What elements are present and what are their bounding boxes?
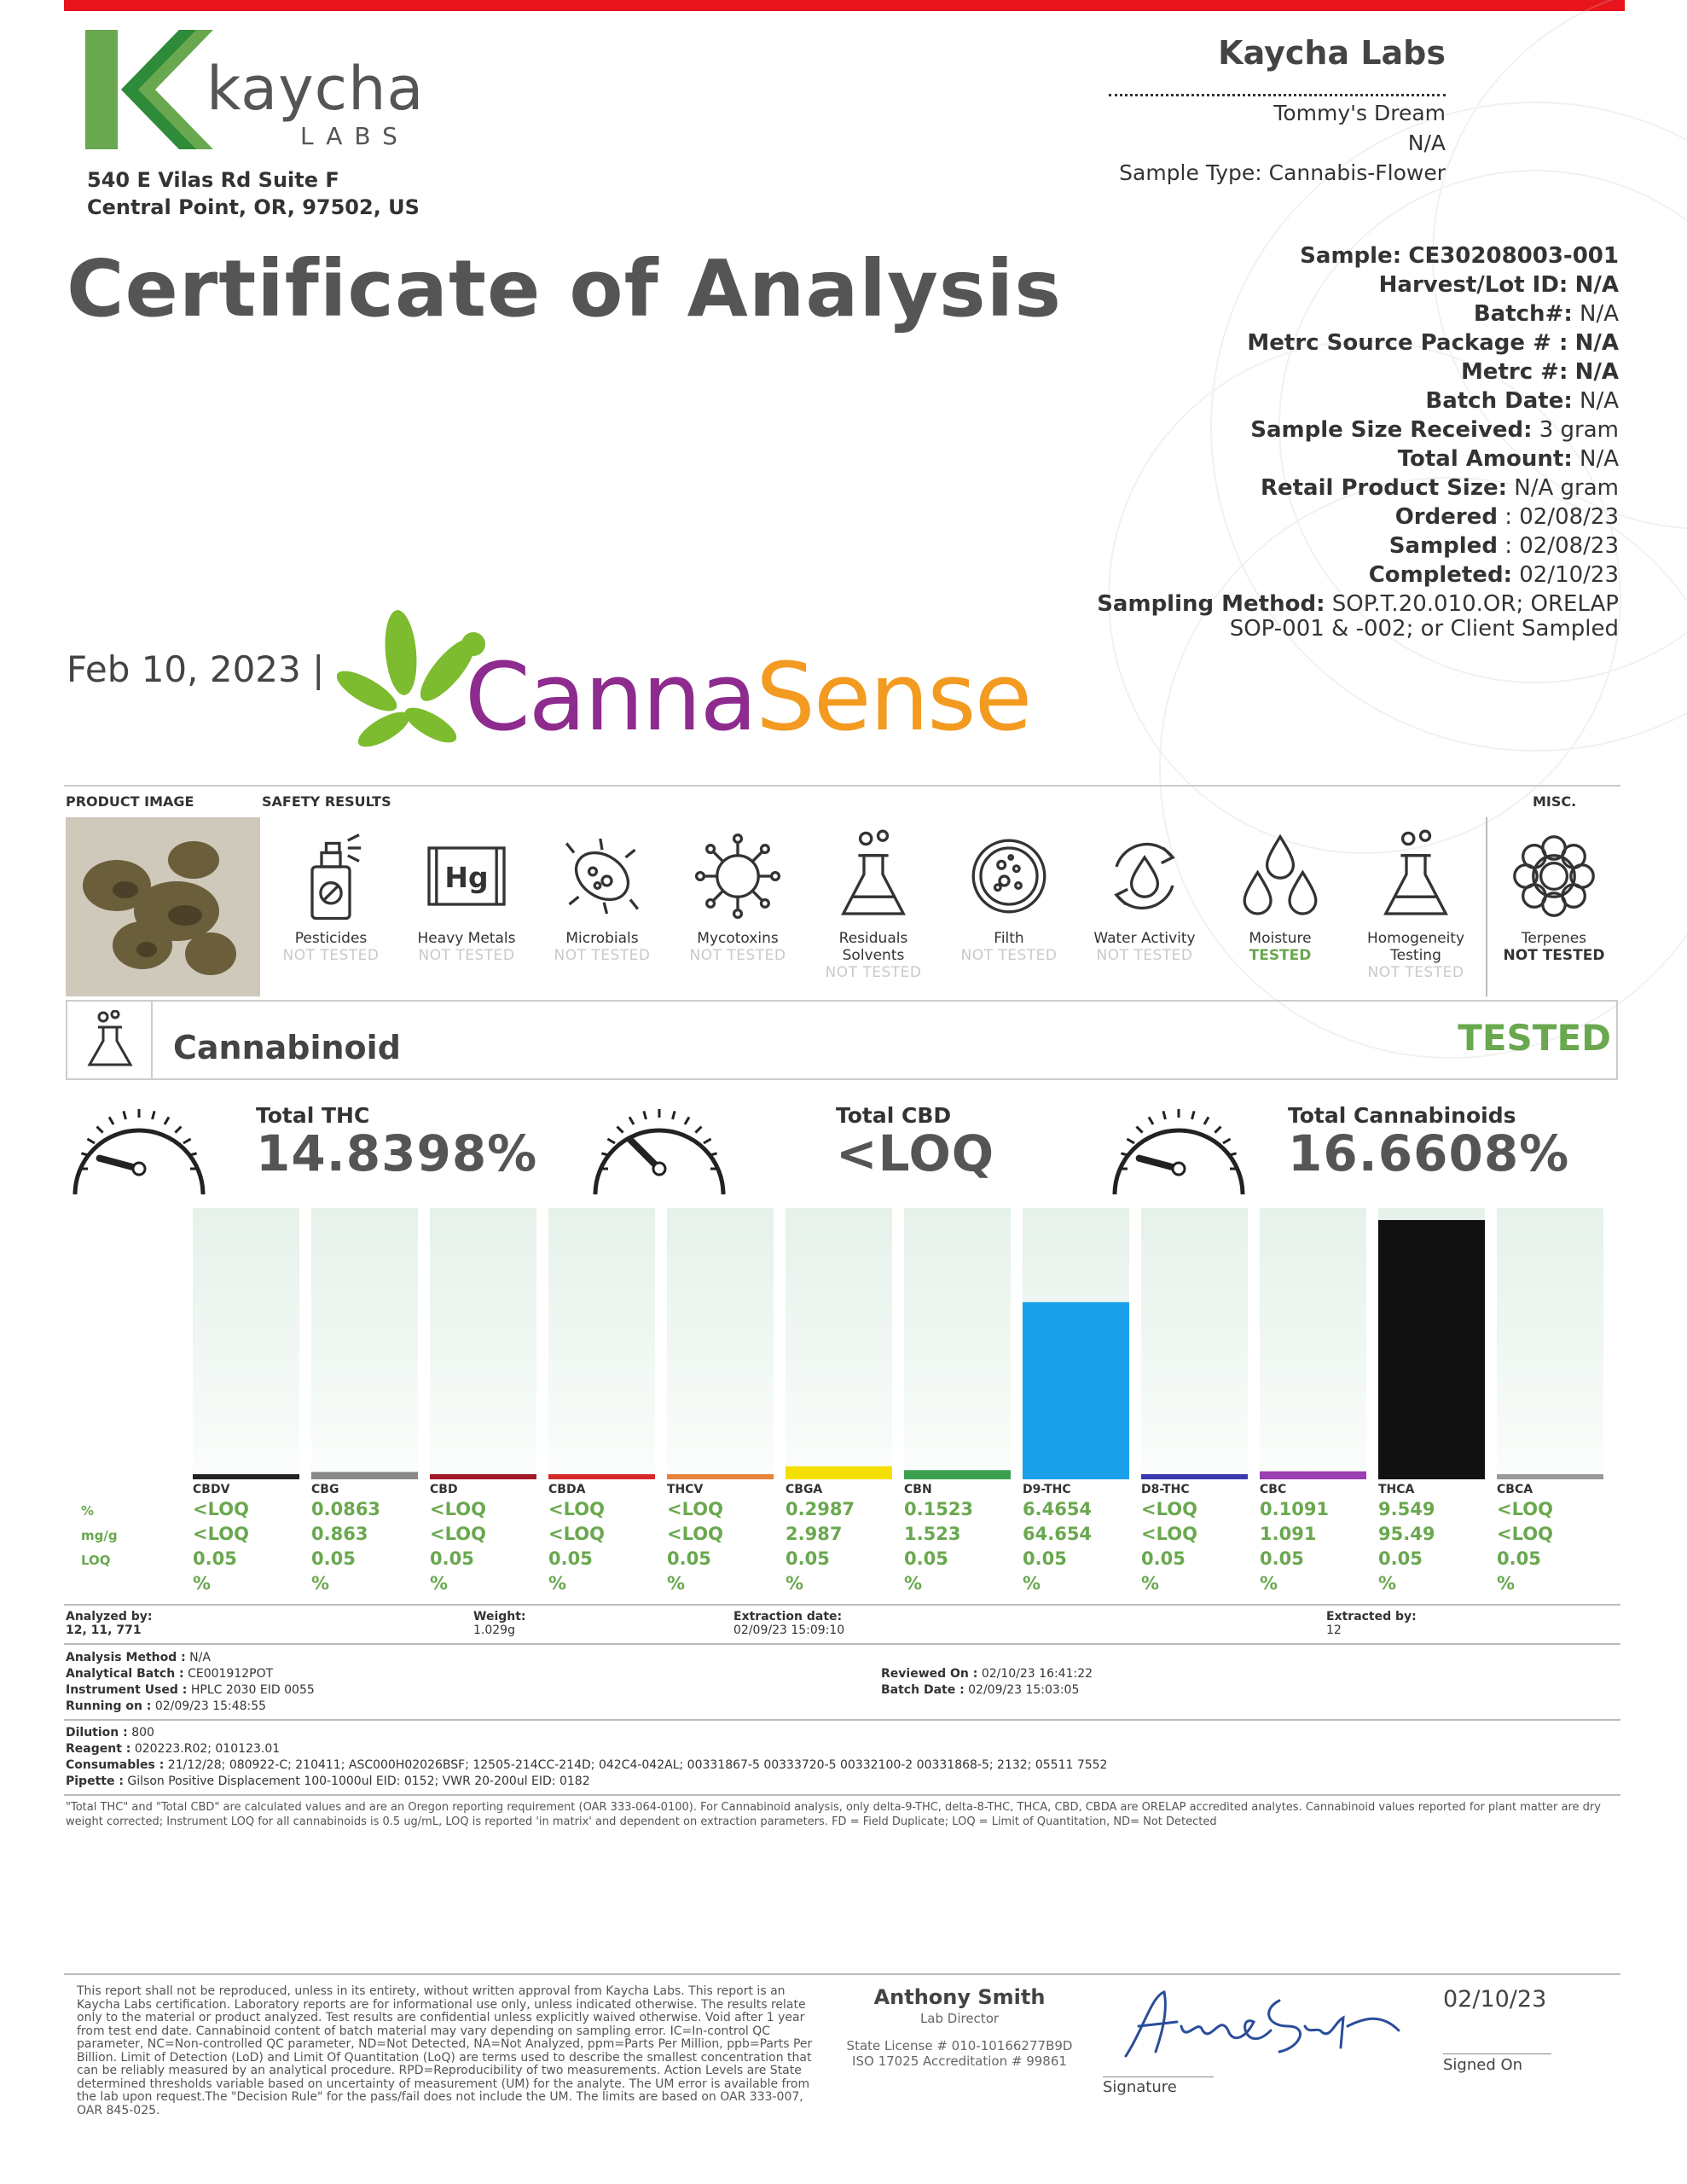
bar-baseline: [904, 1474, 1011, 1479]
sample-info-row: [1022, 561, 1619, 590]
pct-value: <LOQ: [1497, 1499, 1553, 1519]
mg-value: 1.523: [904, 1524, 961, 1544]
bar-baseline: [430, 1474, 536, 1479]
mg-value: 2.987: [786, 1524, 843, 1544]
product-strain: N/A: [1407, 131, 1446, 155]
pct-value: 6.4654: [1023, 1499, 1093, 1519]
bar-background: [667, 1208, 774, 1474]
loq-unit: %: [904, 1573, 923, 1594]
gauge-icon: [1106, 1101, 1251, 1199]
bar-background: [193, 1208, 299, 1474]
svg-text:Hg: Hg: [444, 861, 489, 895]
safety-item-residuals-solvents: [809, 819, 937, 990]
batch-label: Analytical Batch :: [66, 1667, 184, 1681]
category-label: CBDV: [193, 1483, 230, 1496]
safety-label-2: Testing: [1390, 947, 1441, 964]
bar-d9-thc: [1023, 1302, 1129, 1474]
consumables-value: 21/12/28; 080922-C; 210411; ASC000H02026BSF; 12505-214CC-214D; 042C4-042AL; 00331867-5 00333720-5 00332100-2 00331868-5; 2132; 05511 7552: [167, 1758, 1108, 1772]
safety-item-pesticides: [267, 819, 395, 990]
sample-info-label: Batch Date:: [1425, 388, 1573, 414]
sample-info-value: N/A: [1580, 388, 1619, 414]
sample-info-label: Retail Product Size:: [1260, 475, 1508, 501]
pipette: [66, 1774, 1618, 1790]
mg-value: 1.091: [1260, 1524, 1317, 1544]
mg-value: 0.863: [311, 1524, 368, 1544]
sample-info-row: [1022, 357, 1619, 386]
sample-info-label: Batch#:: [1473, 301, 1573, 327]
sample-info-label: Sampled: [1388, 533, 1498, 559]
loq-value: 0.05: [904, 1548, 948, 1569]
pct-value: <LOQ: [1141, 1499, 1197, 1519]
bar-cbga: [786, 1467, 892, 1474]
loq-value: 0.05: [1141, 1548, 1186, 1569]
product-block: [1119, 98, 1446, 188]
safety-label: Water Activity: [1093, 930, 1196, 947]
category-label: D8-THC: [1141, 1483, 1190, 1496]
sample-info-value: N/A: [1580, 446, 1619, 472]
cannasense-part2: Sense: [756, 642, 1031, 752]
extraction-date-value: 02/09/23 15:09:10: [733, 1623, 845, 1637]
reagent: [66, 1741, 1618, 1757]
sample-info-label: Metrc #:: [1460, 359, 1568, 385]
loq-unit: %: [1023, 1573, 1041, 1594]
bar-baseline: [193, 1474, 299, 1479]
safety-item-water-activity: [1081, 819, 1209, 990]
loq-value: 0.05: [193, 1548, 237, 1569]
batch-date-value: 02/09/23 15:03:05: [968, 1683, 1080, 1697]
extraction-date-label: Extraction date:: [733, 1610, 843, 1623]
bar-background: [1260, 1208, 1366, 1474]
instrument-label: Instrument Used :: [66, 1683, 188, 1697]
signed-on-label: Signed On: [1443, 2056, 1523, 2074]
sample-info-row: [1022, 444, 1619, 473]
analyzed-by-value: 12, 11, 771: [66, 1623, 142, 1637]
signer-name: Anthony Smith: [873, 1985, 1046, 2009]
extracted-by: [1326, 1610, 1417, 1637]
safety-label: Heavy Metals: [417, 930, 516, 947]
virus-icon: [691, 829, 785, 923]
sample-info-row: [1022, 502, 1619, 531]
bar-baseline: [1260, 1474, 1366, 1479]
reviewed-label: Reviewed On :: [881, 1667, 978, 1681]
safety-label: Mycotoxins: [697, 930, 779, 947]
cannabinoid-status: TESTED: [1458, 1017, 1611, 1059]
flower-terpene-icon: [1507, 829, 1601, 923]
sample-info-value: N/A gram: [1514, 475, 1619, 501]
pipette-label: Pipette :: [66, 1774, 124, 1788]
bar-baseline: [1497, 1474, 1603, 1479]
sample-info-row: [1022, 328, 1619, 357]
safety-item-homogeneity: [1352, 819, 1480, 990]
safety-status: NOT TESTED: [689, 947, 786, 964]
loq-unit: %: [1260, 1573, 1278, 1594]
cannasense-wordmark: [465, 642, 1030, 752]
address-line-1: 540 E Vilas Rd Suite F: [87, 168, 339, 192]
water-drop-cycle-icon: [1098, 829, 1191, 923]
loq-unit: %: [786, 1573, 804, 1594]
sample-info-row: [1022, 415, 1619, 444]
extracted-by-value: 12: [1326, 1623, 1342, 1637]
loq-unit: %: [1497, 1573, 1516, 1594]
sample-type: Sample Type: Cannabis-Flower: [1119, 160, 1446, 185]
pct-value: 0.2987: [786, 1499, 855, 1519]
safety-label: Microbials: [565, 930, 639, 947]
loq-unit: %: [548, 1573, 567, 1594]
pipette-value: Gilson Positive Displacement 100-1000ul EID: 0152; VWR 20-200ul EID: 0182: [127, 1774, 590, 1788]
gauge-icon: [67, 1101, 212, 1199]
flask-icon: [826, 829, 920, 923]
total-label: Total CBD: [836, 1103, 952, 1128]
reagents-block: [66, 1725, 1618, 1790]
loq-unit: %: [311, 1573, 330, 1594]
sample-info-value: N/A: [1574, 330, 1619, 356]
sample-info-row: [1022, 299, 1619, 328]
loq-unit: %: [193, 1573, 212, 1594]
loq-value: 0.05: [311, 1548, 356, 1569]
safety-status: NOT TESTED: [1096, 947, 1193, 964]
instrument-value: HPLC 2030 EID 0055: [190, 1683, 315, 1697]
batch-date: [881, 1682, 1093, 1699]
flask-icon: [86, 1010, 134, 1070]
iso-accreditation: ISO 17025 Accreditation # 99861: [852, 2053, 1067, 2069]
safety-status: NOT TESTED: [554, 947, 651, 964]
loq-unit: %: [1141, 1573, 1160, 1594]
weight-label: Weight:: [473, 1610, 526, 1623]
bar-cbg: [311, 1472, 418, 1474]
sample-info-value: N/A: [1580, 301, 1619, 327]
safety-status: NOT TESTED: [282, 947, 380, 964]
kaycha-k-mark-icon: [85, 30, 213, 149]
pct-value: 0.0863: [311, 1499, 381, 1519]
page-title: Certificate of Analysis: [67, 243, 1062, 334]
total-value: <LOQ: [836, 1124, 995, 1182]
sample-info-row: [1022, 531, 1619, 561]
category-label: D9-THC: [1023, 1483, 1071, 1496]
pct-value: <LOQ: [430, 1499, 486, 1519]
bar-baseline: [667, 1474, 774, 1479]
loq-unit: %: [430, 1573, 449, 1594]
divider-1: [64, 1604, 1620, 1606]
bar-background: [311, 1208, 418, 1474]
dilution-value: 800: [131, 1726, 154, 1740]
sample-info-row: [1022, 590, 1619, 619]
cannabinoid-title: Cannabinoid: [173, 1029, 401, 1066]
sample-info-label: Metrc Source Package # :: [1247, 330, 1568, 356]
loq-value: 0.05: [1497, 1548, 1541, 1569]
dotted-divider: [1109, 94, 1446, 96]
lab-address: [87, 166, 420, 221]
bar-baseline: [786, 1474, 892, 1479]
safety-label: Pesticides: [294, 930, 368, 947]
mg-value: <LOQ: [667, 1524, 723, 1544]
mg-value: <LOQ: [548, 1524, 605, 1544]
analytical-batch: [66, 1666, 315, 1682]
divider-4: [64, 1794, 1620, 1796]
category-label: CBC: [1260, 1483, 1287, 1496]
misc-label: MISC.: [1533, 793, 1577, 810]
sample-info-value: : 02/08/23: [1504, 533, 1619, 559]
analyzed-by-label: Analyzed by:: [66, 1610, 153, 1623]
mg-value: <LOQ: [193, 1524, 249, 1544]
microbe-icon: [555, 829, 649, 923]
sample-info-row: [1022, 386, 1619, 415]
sample-info-value: 3 gram: [1539, 417, 1619, 443]
bar-thca: [1378, 1220, 1485, 1474]
total-value: 14.8398%: [256, 1124, 538, 1182]
sample-info-label: Total Amount:: [1397, 446, 1573, 472]
loq-value: 0.05: [430, 1548, 474, 1569]
mg-value: <LOQ: [430, 1524, 486, 1544]
row-label-pct: %: [81, 1503, 95, 1519]
consumables: [66, 1757, 1618, 1774]
analyzed-by: [66, 1610, 152, 1637]
sample-info-label: Sample Size Received:: [1250, 417, 1533, 443]
signed-date: 02/10/23: [1443, 1986, 1547, 2013]
mg-value: <LOQ: [1497, 1524, 1553, 1544]
category-label: THCA: [1378, 1483, 1415, 1496]
weight: [473, 1610, 526, 1637]
reagent-value: 020223.R02; 010123.01: [134, 1742, 281, 1756]
signature-image: [1117, 1979, 1407, 2073]
sample-info-value: CE30208003-001: [1408, 243, 1619, 269]
gauge-icon: [587, 1101, 732, 1199]
bar-baseline: [311, 1474, 418, 1479]
category-label: CBDA: [548, 1483, 586, 1496]
bar-baseline: [1023, 1474, 1129, 1479]
sample-info-row: [1022, 473, 1619, 502]
batch-value: CE001912POT: [188, 1667, 274, 1681]
sample-info-label: Sample:: [1300, 243, 1402, 269]
pct-value: 0.1091: [1260, 1499, 1330, 1519]
pct-value: <LOQ: [667, 1499, 723, 1519]
product-name: Tommy's Dream: [1273, 101, 1446, 125]
dilution: [66, 1725, 1618, 1741]
instrument: [66, 1682, 315, 1699]
running-on: [66, 1699, 315, 1715]
method-block: [66, 1650, 315, 1715]
mg-value: 95.49: [1378, 1524, 1435, 1544]
signer-title: Lab Director: [919, 2011, 1000, 2026]
kaycha-logo-word: kaycha: [206, 54, 425, 124]
terpenes-label: Terpenes: [1521, 930, 1587, 947]
pct-value: 0.1523: [904, 1499, 974, 1519]
safety-item-filth: [945, 819, 1073, 990]
petri-dish-icon: [962, 829, 1056, 923]
total-label: Total THC: [256, 1103, 370, 1128]
running-label: Running on :: [66, 1699, 152, 1713]
mg-value: <LOQ: [1141, 1524, 1197, 1544]
bar-background: [786, 1208, 892, 1474]
safety-status: NOT TESTED: [825, 964, 922, 981]
safety-label: Moisture: [1249, 930, 1312, 947]
sample-info-value: : 02/08/23: [1504, 504, 1619, 530]
loq-unit: %: [1378, 1573, 1397, 1594]
weight-value: 1.029g: [473, 1623, 515, 1637]
consumables-label: Consumables :: [66, 1758, 165, 1772]
pct-value: <LOQ: [548, 1499, 605, 1519]
sample-info-value: 02/10/23: [1519, 562, 1619, 588]
cannabinoid-bar-chart: [0, 1194, 1687, 1484]
bar-cbn: [904, 1470, 1011, 1474]
misc-divider: [1486, 817, 1487, 996]
product-photo-placeholder: [66, 817, 260, 996]
terpenes-status: NOT TESTED: [1503, 947, 1605, 964]
signature-label: Signature: [1103, 2078, 1177, 2096]
safety-label: Filth: [994, 930, 1024, 947]
loq-value: 0.05: [1023, 1548, 1067, 1569]
footnote: "Total THC" and "Total CBD" are calculated values and are an Oregon reporting requirement (OAR 333-064-0100). For Cannabinoid analysis, only delta-9-THC, delta-8-THC, THCA, CBD, CBDA are ORELAP accredited analytes. Cannabinoid values reported for plant matter are dry weight corrected; Instrument LOQ for all cannabinoids is 0.5 ug/mL, LOQ is reported 'in matrix' and dependent on extraction parameters. FD = Field Duplicate; LOQ = Limit of Quantitation, ND= Not Detected: [66, 1801, 1601, 1828]
reagent-label: Reagent :: [66, 1742, 131, 1756]
address-line-2: Central Point, OR, 97502, US: [87, 195, 420, 219]
misc-terpenes: [1490, 819, 1618, 990]
footer-divider: [64, 1973, 1620, 1975]
running-value: 02/09/23 15:48:55: [154, 1699, 267, 1713]
method-value: N/A: [189, 1651, 211, 1664]
loq-value: 0.05: [786, 1548, 830, 1569]
safety-item-microbials: [538, 819, 666, 990]
sample-info-label: Sampling Method:: [1097, 591, 1325, 617]
safety-item-mycotoxins: [674, 819, 802, 990]
safety-status: NOT TESTED: [960, 947, 1058, 964]
sample-info-value: N/A: [1574, 272, 1619, 298]
bar-cbc: [1260, 1472, 1366, 1474]
sampling-method-line2: SOP-001 & -002; or Client Sampled: [1229, 616, 1619, 642]
bar-background: [904, 1208, 1011, 1474]
pesticide-spray-icon: [284, 829, 378, 923]
section-divider: [64, 785, 1620, 787]
sample-info-value: SOP.T.20.010.OR; ORELAP: [1331, 591, 1619, 617]
sample-info-row: [1022, 270, 1619, 299]
sample-info-value: N/A: [1574, 359, 1619, 385]
kaycha-logo: [85, 30, 443, 158]
bar-baseline: [1141, 1474, 1248, 1479]
lab-name: Kaycha Labs: [1218, 34, 1446, 72]
disclaimer: This report shall not be reproduced, unless in its entirety, without written approval from Kaycha Labs. This report is an Kaycha Labs certification. Laboratory reports are for informational use only, unless indicated otherwise. The results relate only to the material or product analyzed. Test results are confidential unless explicitly waived otherwise. Void after 1 year from test end date. Cannabinoid content of batch material may vary depending on sampling error. IC=In-control QC parameter, NC=Non-controlled QC parameter, ND=Not Detected, NA=Not Analyzed, ppm=Parts Per Million, ppb=Parts Per Billion. Limit of Detection (LoD) and Limit Of Quantitation (LoQ) are terms used to describe the smallest concentration that can be reliably measured by an analytical procedure. RPD=Reproducibility of two measurements. Action Levels are State determined thresholds variable based on uncertainty of measurement (UM) for the analyte. The UM error is available from the lab upon request.The "Decision Rule" for the pass/fail does not include the UM. The limits are based on OAR 333-007, OAR 845-025.: [77, 1984, 813, 2117]
extracted-by-label: Extracted by:: [1326, 1610, 1417, 1623]
client-logo: [337, 610, 1087, 755]
safety-item-moisture: [1216, 819, 1344, 990]
safety-label: Residuals Solvents: [838, 930, 908, 964]
loq-value: 0.05: [1260, 1548, 1304, 1569]
sample-info-label: Completed:: [1368, 562, 1512, 588]
droplets-icon: [1233, 829, 1327, 923]
safety-results-label: SAFETY RESULTS: [262, 793, 391, 810]
total-label: Total Cannabinoids: [1288, 1103, 1516, 1128]
safety-item-heavy-metals: [403, 819, 530, 990]
report-date: Feb 10, 2023 |: [67, 648, 325, 690]
safety-status: NOT TESTED: [1367, 964, 1464, 981]
divider-3: [64, 1719, 1620, 1721]
kaycha-logo-sub: LABS: [300, 122, 409, 150]
mg-value: 64.654: [1023, 1524, 1093, 1544]
bar-background: [548, 1208, 655, 1474]
product-image-label: PRODUCT IMAGE: [66, 793, 194, 810]
loq-value: 0.05: [1378, 1548, 1423, 1569]
total-value: 16.6608%: [1288, 1124, 1570, 1182]
method-label: Analysis Method :: [66, 1651, 186, 1664]
product-image: [66, 817, 260, 996]
category-label: CBGA: [786, 1483, 823, 1496]
batch-date-label: Batch Date :: [881, 1683, 965, 1697]
cannasense-part1: Canna: [465, 642, 757, 752]
dilution-label: Dilution :: [66, 1726, 128, 1740]
state-license: State License # 010-10166277B9D: [846, 2038, 1073, 2053]
bar-background: [1497, 1208, 1603, 1474]
analysis-method: [66, 1650, 315, 1666]
bar-background: [430, 1208, 536, 1474]
safety-status: TESTED: [1249, 947, 1312, 964]
bar-baseline: [548, 1474, 655, 1479]
row-label-mg: mg/g: [81, 1528, 118, 1543]
category-label: CBG: [311, 1483, 339, 1496]
row-label-loq: LOQ: [81, 1553, 111, 1568]
safety-label: Homogeneity: [1366, 930, 1465, 947]
category-label: CBN: [904, 1483, 932, 1496]
category-label: CBD: [430, 1483, 458, 1496]
cannabinoid-icon-box: [67, 1002, 153, 1078]
reviewed-value: 02/10/23 16:41:22: [981, 1667, 1093, 1681]
sample-info-row: [1022, 241, 1619, 270]
category-label: THCV: [667, 1483, 704, 1496]
flask-icon: [1369, 829, 1463, 923]
bar-background: [1141, 1208, 1248, 1474]
extraction-date: [733, 1610, 844, 1637]
category-label: CBCA: [1497, 1483, 1533, 1496]
pct-value: 9.549: [1378, 1499, 1435, 1519]
divider-2: [64, 1643, 1620, 1645]
heavy-metals-hg-icon: [420, 829, 513, 923]
loq-value: 0.05: [548, 1548, 593, 1569]
bar-baseline: [1378, 1474, 1485, 1479]
sample-info-label: Ordered: [1394, 504, 1498, 530]
loq-value: 0.05: [667, 1548, 711, 1569]
pct-value: <LOQ: [193, 1499, 249, 1519]
safety-status: NOT TESTED: [418, 947, 515, 964]
loq-unit: %: [667, 1573, 686, 1594]
signer-block: [840, 1985, 1079, 2069]
signed-on-line: [1443, 2053, 1551, 2054]
reviewed-on: [881, 1666, 1093, 1682]
sample-info-list: [1022, 241, 1619, 619]
sample-info-label: Harvest/Lot ID:: [1378, 272, 1568, 298]
review-block: [881, 1666, 1093, 1699]
cannabinoid-header: [66, 1000, 1618, 1080]
